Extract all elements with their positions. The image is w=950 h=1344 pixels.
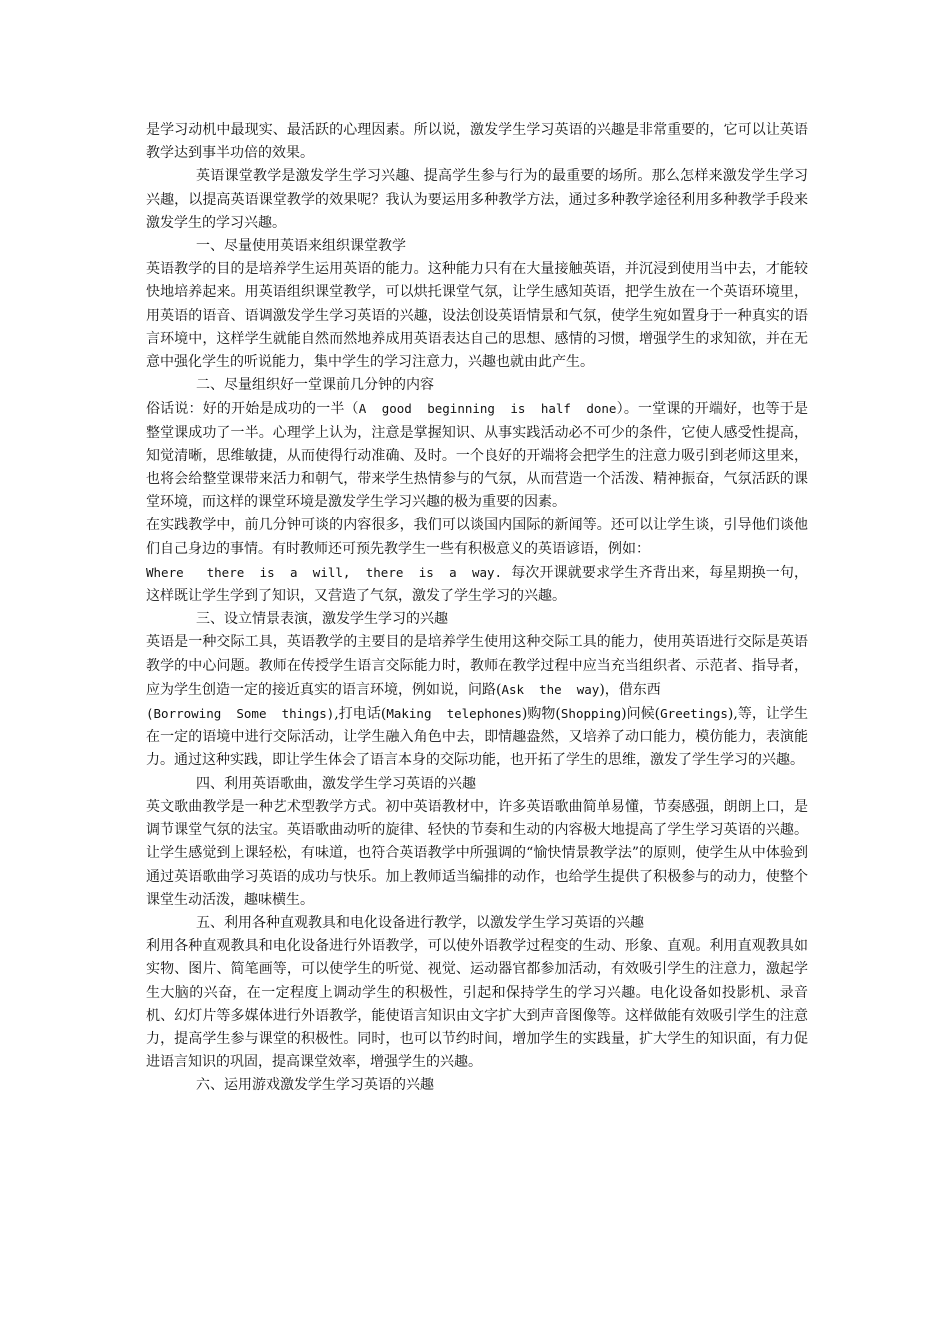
intro-paragraph: 英语课堂教学是激发学生学习兴趣、提高学生参与行为的最重要的场所。那么怎样来激发学生学习兴趣，以提高英语课堂教学的效果呢？我认为要运用多种教学方法，通过多种教学途径利用多种教学手段来激发学生的学习兴趣。 <box>146 168 808 231</box>
section-3-body <box>146 631 808 772</box>
section-3-heading: 三、设立情景表演，激发学生学习的兴趣 <box>196 611 448 628</box>
section-2-heading: 二、尽量组织好一堂课前几分钟的内容 <box>196 377 434 394</box>
section-3-english-5: Greetings <box>660 706 728 722</box>
section-6-heading: 六、运用游戏激发学生学习英语的兴趣 <box>196 1077 434 1094</box>
section-2-body-pre: 俗话说：好的开始是成功的一半（ <box>146 401 359 418</box>
intro-paragraph-tail: 是学习动机中最现实、最活跃的心理因素。所以说，激发学生学习英语的兴趣是非常重要的，它可以让英语教学达到事半功倍的效果。 <box>146 122 808 162</box>
section-3-text-a: 英语是一种交际工具，英语教学的主要目的是培养学生使用这种交际工具的能力，使用英语进行交际是英语教学的中心问题。教师在传授学生语言交际能力时，教师在教学过程中应当充当组织者、示范者、指导者，应为学生创造一定的接近真实的语言环境，例如说，问路( <box>146 634 808 698</box>
section-3-english-3: Making telephones <box>386 706 522 722</box>
section-2-proverb-paragraph <box>146 561 808 608</box>
section-2-body <box>146 397 808 514</box>
section-1-body: 英语教学的目的是培养学生运用英语的能力。这种能力只有在大量接触英语，并沉浸到使用当中去，才能较快地培养起来。用英语组织课堂教学，可以烘托课堂气氛，让学生感知英语，把学生放在一个英语环境里，用英语的语音、语调激发学生学习英语的兴趣，设法创设英语情景和气氛，使学生宛如置身于一种真实的语言环境中，这样学生就能自然而然地养成用英语表达自己的思想、感情的习惯，增强学生的求知欲，并在无意中强化学生的听说能力，集中学生的学习注意力，兴趣也就由此产生。 <box>146 261 808 371</box>
section-3-text-b: )，借东西 <box>599 681 661 698</box>
section-3-english-1: Ask the way <box>501 681 600 697</box>
section-5-body: 利用各种直观教具和电化设备进行外语教学，可以使外语教学过程变的生动、形象、直观。利用直观教具如实物、图片、简笔画等，可以使学生的听觉、视觉、运动器官都参加活动，有效吸引学生的注意力，激起学生大脑的兴奋，在一定程度上调动学生的积极性，引起和保持学生的学习兴趣。电化设备如投影机、录音机、幻灯片等多媒体进行外语教学，能使语言知识由文字扩大到声音图像等。这样做能有效吸引学生的注意力，提高学生参与课堂的积极性。同时，也可以节约时间，增加学生的实践量，扩大学生的知识面，有力促进语言知识的巩固，提高课堂效率，增强学生的兴趣。 <box>146 938 808 1071</box>
section-3-text-e: )问候( <box>621 706 661 723</box>
section-3-text-c: ,打电话( <box>334 706 387 723</box>
section-2-body-2: 在实践教学中，前几分钟可谈的内容很多，我们可以谈国内国际的新闻等。还可以让学生谈，引导他们谈他们自己身边的事情。有时教师还可预先教学生一些有积极意义的英语谚语，例如： <box>146 517 808 557</box>
section-3-english-2: (Borrowing Some things) <box>146 706 335 722</box>
section-1-heading: 一、尽量使用英语来组织课堂教学 <box>196 238 406 255</box>
document-page <box>146 119 808 1098</box>
section-2-english-phrase: A good beginning is half done <box>358 401 617 417</box>
section-2-body-post: ）。一堂课的开端好，也等于是整堂课成功了一半。心理学上认为，注意是掌握知识、从事实践活动必不可少的条件，它使人感受性提高，知觉清晰，思维敏捷，从而使得行动准确、及时。一个良好的开端将会把学生的注意力吸引到老师这里来，也将会给整堂课带来活力和朝气，带来学生热情参与的气氛，从而营造一个活泼、精神振奋，气氛活跃的课堂环境，而这样的课堂环境是激发学生学习兴趣的极为重要的因素。 <box>146 401 809 511</box>
section-2-proverb: Where there is a will, there is a way. <box>146 564 503 580</box>
section-4-heading: 四、利用英语歌曲，激发学生学习英语的兴趣 <box>196 775 476 792</box>
section-3-english-4: Shopping <box>560 706 622 722</box>
section-3-text-d: )购物( <box>521 706 561 723</box>
section-3-text-f: ),等，让学生在一定的语境中进行交际活动，让学生融入角色中去，即情趣盎然，又培养了动口能力，模仿能力，表演能力。通过这种实践，即让学生体会了语言本身的交际功能，也开拓了学生的思维，激发了学生学习的兴趣。 <box>146 706 808 769</box>
section-2-body-3: 每次开课就要求学生齐背出来，每星期换一句，这样既让学生学到了知识，又营造了气氛，激发了学生学习的兴趣。 <box>146 564 808 605</box>
section-5-heading: 五、利用各种直观教具和电化设备进行教学，以激发学生学习英语的兴趣 <box>196 914 644 931</box>
section-4-body: 英文歌曲教学是一种艺术型教学方式。初中英语教材中，许多英语歌曲简单易懂，节奏感强，朗朗上口，是调节课堂气氛的法宝。英语歌曲动听的旋律、轻快的节奏和生动的内容极大地提高了学生学习英语的兴趣。让学生感觉到上课轻松，有味道，也符合英语教学中所强调的“愉快情景教学法”的原则，使学生从中体验到通过英语歌曲学习英语的成功与快乐。加上教师适当编排的动作，也给学生提供了积极参与的动力，使整个课堂生动活泼，趣味横生。 <box>146 798 808 908</box>
